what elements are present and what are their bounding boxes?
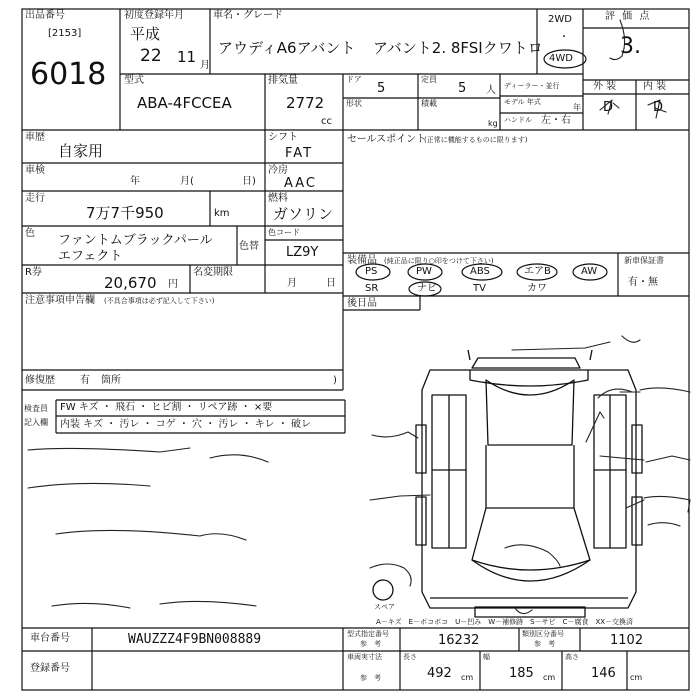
category-label: 類別区分番号 bbox=[522, 630, 564, 638]
color-code-label: 色コード bbox=[268, 228, 300, 237]
handle-label: ハンドル bbox=[504, 116, 532, 124]
recycle-label: R券 bbox=[25, 267, 42, 278]
color-change-label: 色替 bbox=[239, 241, 259, 252]
first-registration-label: 初度登録年月 bbox=[124, 10, 184, 21]
drive-4wd: 4WD bbox=[549, 53, 573, 64]
warranty-value: 有・無 bbox=[628, 277, 658, 288]
lot-number: 6018 bbox=[30, 57, 107, 92]
capacity-label: 定員 bbox=[421, 75, 437, 84]
equipment-pw: PW bbox=[416, 266, 432, 277]
displacement-unit: cc bbox=[321, 116, 332, 127]
selling-points-label: セールスポイント bbox=[347, 134, 427, 145]
color-name-line2: エフェクト bbox=[58, 249, 123, 264]
doors: 5 bbox=[377, 81, 386, 96]
spare-label: スペア bbox=[374, 603, 395, 611]
designation-label: 型式指定番号 bbox=[347, 630, 389, 638]
equipment-airbag: エアB bbox=[524, 266, 551, 277]
recycle-unit: 円 bbox=[168, 279, 178, 290]
width-unit: cm bbox=[543, 673, 556, 682]
score-label: 評 価 点 bbox=[605, 11, 652, 22]
length-unit: cm bbox=[461, 673, 474, 682]
interior-grade-label: 内 装 bbox=[643, 81, 667, 92]
length-label: 長さ bbox=[403, 653, 417, 661]
remarks-sub: (不具合事項は必ず記入して下さい) bbox=[104, 297, 215, 305]
equipment-sub: (純正品に限り○印をつけて下さい) bbox=[384, 257, 494, 265]
dealer-label: ディーラー・並行 bbox=[504, 82, 560, 90]
name-change-label: 名変期限 bbox=[193, 267, 233, 278]
vin-label: 車台番号 bbox=[30, 633, 70, 644]
load-unit: kg bbox=[488, 119, 498, 128]
color-name-line1: ファントムブラックパール bbox=[58, 233, 213, 248]
inspector-interior-row: 内装 キズ ・ 汚レ ・ コゲ ・ 穴 ・ 汚レ ・ キレ ・ 破レ bbox=[60, 419, 312, 430]
car-name-label: 車名・グレード bbox=[213, 10, 283, 21]
warranty-label: 新車保証書 bbox=[624, 256, 664, 265]
fuel-value: ガソリン bbox=[273, 205, 334, 223]
designation-number: 16232 bbox=[438, 633, 480, 648]
equipment-tv: TV bbox=[473, 283, 486, 294]
aircon-label: 冷房 bbox=[268, 165, 288, 176]
score-value: 3. bbox=[620, 34, 641, 59]
height-value: 146 bbox=[591, 666, 616, 681]
category-sub: 参 考 bbox=[534, 640, 555, 648]
lot-number-label: 出品番号 bbox=[25, 10, 65, 21]
registration-month-unit: 月 bbox=[200, 60, 210, 71]
selling-points-sub: (正常に機能するものに限ります) bbox=[424, 136, 528, 144]
damage-legend: A－キズ E－ボコボコ U－凹み W－補修跡 S－サビ C－腐食 XX－交換済 bbox=[376, 618, 634, 626]
model-year-label: モデル 年式 bbox=[504, 98, 541, 106]
capacity-unit: 人 bbox=[486, 85, 496, 96]
registration-number-label: 登録番号 bbox=[30, 663, 70, 674]
registration-month: 11 bbox=[177, 48, 197, 66]
equipment-abs: ABS bbox=[470, 266, 490, 277]
aircon-value: AAC bbox=[284, 176, 317, 191]
vin-value: WAUZZZ4F9BN008889 bbox=[128, 632, 262, 647]
inspector-label: 検査員記入欄 bbox=[24, 404, 48, 427]
registration-year: 22 bbox=[140, 46, 162, 66]
repair-value: 有 bbox=[80, 375, 90, 386]
mileage-value: 7万7千950 bbox=[86, 204, 164, 222]
shift-label: シフト bbox=[268, 132, 298, 143]
capacity: 5 bbox=[458, 81, 467, 96]
shape-label: 形状 bbox=[346, 99, 362, 108]
inspection-label: 車検 bbox=[25, 165, 45, 176]
fuel-label: 燃料 bbox=[268, 193, 288, 204]
handwritten-notes bbox=[28, 20, 690, 614]
size-label: 車両実寸法 bbox=[347, 653, 382, 661]
equipment-aw: AW bbox=[581, 266, 598, 277]
recycle-fee: 20,670 bbox=[104, 274, 157, 292]
width-label: 幅 bbox=[483, 653, 490, 661]
inspection-day: 日) bbox=[242, 176, 256, 187]
name-change-day: 日 bbox=[326, 278, 336, 289]
inspection-year: 年 bbox=[130, 176, 140, 187]
repair-bracket: ) bbox=[333, 375, 337, 386]
name-change-month: 月 bbox=[287, 278, 297, 289]
color-label: 色 bbox=[25, 228, 35, 239]
equipment-sr: SR bbox=[365, 283, 379, 294]
exterior-grade: D bbox=[603, 100, 614, 115]
mileage-unit: km bbox=[214, 208, 230, 219]
car-diagram bbox=[373, 350, 642, 617]
height-unit: cm bbox=[630, 673, 643, 682]
equipment-label: 装備品 bbox=[347, 255, 377, 266]
length-value: 492 bbox=[427, 666, 452, 681]
displacement-label: 排気量 bbox=[268, 75, 298, 86]
inspection-month: 月( bbox=[180, 176, 194, 187]
model-year-unit: 年 bbox=[573, 103, 581, 112]
history-value: 自家用 bbox=[58, 142, 104, 160]
category-number: 1102 bbox=[610, 633, 644, 648]
registration-era: 平成 bbox=[130, 25, 161, 43]
car-grade: アバント2. 8FSIクワトロ bbox=[373, 39, 543, 57]
interior-grade: D bbox=[653, 100, 664, 115]
inspector-exterior-row: FW キズ ・ 飛石 ・ ヒビ割 ・ リペア跡 ・ ×要 bbox=[60, 402, 273, 413]
repair-suffix: 箇所 bbox=[101, 375, 121, 386]
width-value: 185 bbox=[509, 666, 534, 681]
model-label: 型式 bbox=[124, 75, 144, 86]
load-label: 積載 bbox=[421, 99, 437, 108]
exterior-grade-label: 外 装 bbox=[593, 81, 617, 92]
remarks-label: 注意事項申告欄 bbox=[25, 295, 95, 306]
doors-label: ドア bbox=[346, 75, 362, 84]
equipment-navi: ナビ bbox=[417, 283, 437, 294]
color-code: LZ9Y bbox=[286, 245, 319, 260]
displacement: 2772 bbox=[286, 94, 325, 112]
designation-sub: 参 考 bbox=[360, 640, 381, 648]
equipment-ps: PS bbox=[365, 266, 378, 277]
history-label: 車歴 bbox=[25, 132, 45, 143]
height-label: 高さ bbox=[565, 653, 579, 661]
car-name: アウディA6アバント bbox=[218, 39, 356, 57]
drive-2wd: 2WD bbox=[548, 14, 572, 25]
equipment-leather: カワ bbox=[527, 283, 547, 294]
handle-value: 左・右 bbox=[541, 115, 571, 126]
repair-label: 修復歴 bbox=[25, 375, 55, 386]
model-code: ABA-4FCCEA bbox=[137, 94, 232, 112]
mileage-label: 走行 bbox=[25, 193, 45, 204]
shift-value: FAT bbox=[285, 146, 314, 161]
drive-separator: ・ bbox=[559, 32, 569, 43]
size-sub: 参 考 bbox=[360, 674, 381, 682]
rear-goods-label: 後日品 bbox=[347, 298, 377, 309]
lot-sub-number: [2153] bbox=[48, 28, 82, 39]
